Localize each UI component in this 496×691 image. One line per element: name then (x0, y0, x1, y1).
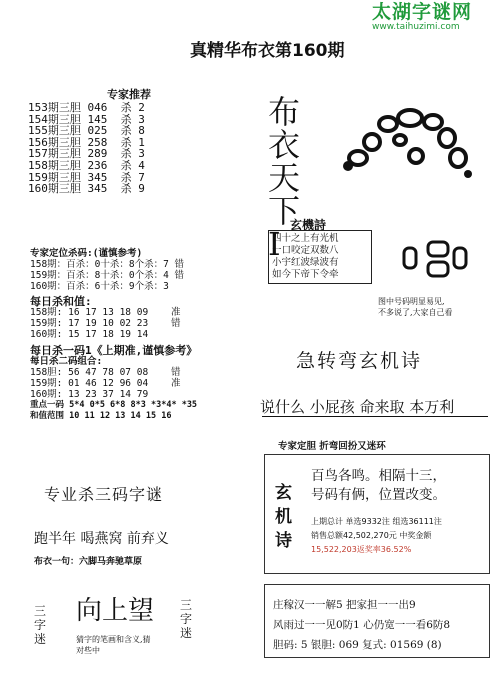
logo-url: www.taihuzimi.com (372, 22, 460, 32)
text-row: 160期：百杀：6十杀：9个杀：3 (30, 281, 169, 292)
daily-sum-section (30, 296, 230, 340)
xiang-hint (76, 634, 151, 656)
text-row: 159期: 17 19 10 02 23 错 (30, 318, 181, 329)
text-row: 布 (268, 93, 301, 131)
page-title: 真精华布衣第160期 (190, 41, 345, 61)
text-row: 158胆: 56 47 78 07 08 错 (30, 367, 181, 378)
answer-line: 胆码: 5 银胆: 069 复式: 01569 (8) (273, 639, 442, 651)
three-riddle-left: 三字迷 (34, 604, 47, 646)
stat-line: 销售总额42,502,270元 中奖金额 (311, 531, 432, 540)
xuan-vertical (275, 481, 292, 553)
recommend-rows (28, 102, 210, 195)
answer-line: 庄稼汉一一解5 把家担一一出9 (273, 599, 416, 611)
text-row: 160期三胆 345 杀 9 (28, 182, 145, 196)
site-logo (372, 2, 494, 38)
text-row: 如今下帝下令牵 (272, 269, 339, 280)
expert-line: 专家定胆 折弯回扮又迷环 (278, 441, 386, 452)
xuan-char: 诗 (275, 531, 292, 551)
riddle-line: 百鸟各鸣。相隔十三， (311, 468, 446, 484)
daily-one-sub: 每日杀二码组合: (30, 356, 103, 367)
text-row: 153期三胆 046 杀 2 (28, 101, 145, 114)
run-line: 跑半年 喝燕窝 前弃义 (34, 531, 169, 547)
recommend-heading: 专家推荐 (107, 88, 151, 101)
urgent-title: 急转弯玄机诗 (296, 350, 423, 372)
fixed-rows (30, 259, 230, 292)
xiang-title: 向上望 (76, 596, 155, 626)
riddle-lines (311, 467, 446, 505)
text-row: 157期三胆 289 杀 3 (28, 147, 145, 161)
daily-heading: 每日杀和值: (30, 295, 92, 308)
note (378, 296, 453, 318)
riddle-box (264, 454, 490, 574)
text-row: 158期: 16 17 13 18 09 准 (30, 307, 181, 318)
text-row: 160期: 13 23 37 14 79 (30, 389, 149, 400)
hint-line: 猜字的笔画和含义,猜 (76, 635, 151, 644)
daily-one-rows (30, 367, 250, 400)
recommend-box (28, 86, 210, 220)
key-code: 重点一码 5*4 0*5 6*8 8*3 *3*4* *35 (30, 400, 198, 410)
three-kill-title: 专业杀三码字谜 (44, 485, 164, 504)
logo-text: 太湖字谜网 (372, 1, 473, 23)
text-row: 天 (268, 159, 301, 197)
divider (262, 416, 488, 417)
text-row: 160期: 15 17 18 19 14 (30, 329, 149, 340)
poem-title: 玄機詩 (290, 218, 327, 232)
xuan-char: 玄 (275, 483, 292, 503)
text-row: 一口咬定双数八 (272, 245, 339, 256)
number-shapes-picture (396, 238, 486, 288)
text-row: 下 (268, 192, 301, 230)
stats (311, 515, 442, 557)
riddle-line: 号码有俩，位置改变。 (311, 487, 446, 503)
fixed-kill-section (30, 248, 230, 292)
daily-one-heading: 每日杀一码1《上期准,谨慎参考》 (30, 344, 198, 357)
text-row: 159期：百杀：8十杀：0个杀：4 错 (30, 270, 185, 281)
note-line: 不多说了,大家自己看 (378, 308, 453, 317)
answer-box (264, 584, 490, 658)
note-line: 图中号码明显易见, (378, 297, 445, 306)
text-row: 四十之上有光机 (272, 233, 339, 244)
answer-lines (273, 595, 450, 655)
text-row: 156期三胆 258 杀 1 (28, 135, 145, 149)
text-row: 158期：百杀：0十杀：8个杀：7 错 (30, 259, 185, 270)
daily-rows (30, 307, 230, 340)
text-row: 159期: 01 46 12 96 04 准 (30, 378, 181, 389)
run-sub: 布衣一句：六脚马奔驰草原 (34, 557, 143, 567)
fixed-heading: 专家定位杀码:(谨慎参考) (30, 248, 143, 259)
answer-line: 风雨过一一见0防1 心仍宽一一看6防8 (273, 619, 451, 631)
poem-lines (272, 233, 368, 281)
xuan-char: 机 (275, 507, 292, 527)
text-row: 154期三胆 145 杀 3 (28, 112, 145, 126)
text-row: 155期三胆 025 杀 8 (28, 124, 145, 138)
text-row: 158期三胆 236 杀 4 (28, 158, 145, 172)
daily-one-section (30, 345, 250, 422)
stat-line: 上期总计 单选9332注 组选36111注 (311, 517, 442, 526)
bead-necklace-picture (330, 96, 480, 186)
hint-line: 对些中 (76, 646, 100, 655)
three-riddle-right: 三字迷 (180, 598, 193, 640)
saying: 说什么 小屁孩 命来取 本万利 (260, 398, 455, 416)
text-row: I (268, 225, 281, 263)
text-row: 小宇红波绿波有 (272, 257, 339, 268)
stat-line: 15,522,203返奖率36.52% (311, 545, 412, 554)
sum-range: 和值范围 10 11 12 13 14 15 16 (30, 411, 172, 421)
text-row: 159期三胆 345 杀 7 (28, 170, 145, 184)
text-row: 衣 (268, 126, 301, 164)
